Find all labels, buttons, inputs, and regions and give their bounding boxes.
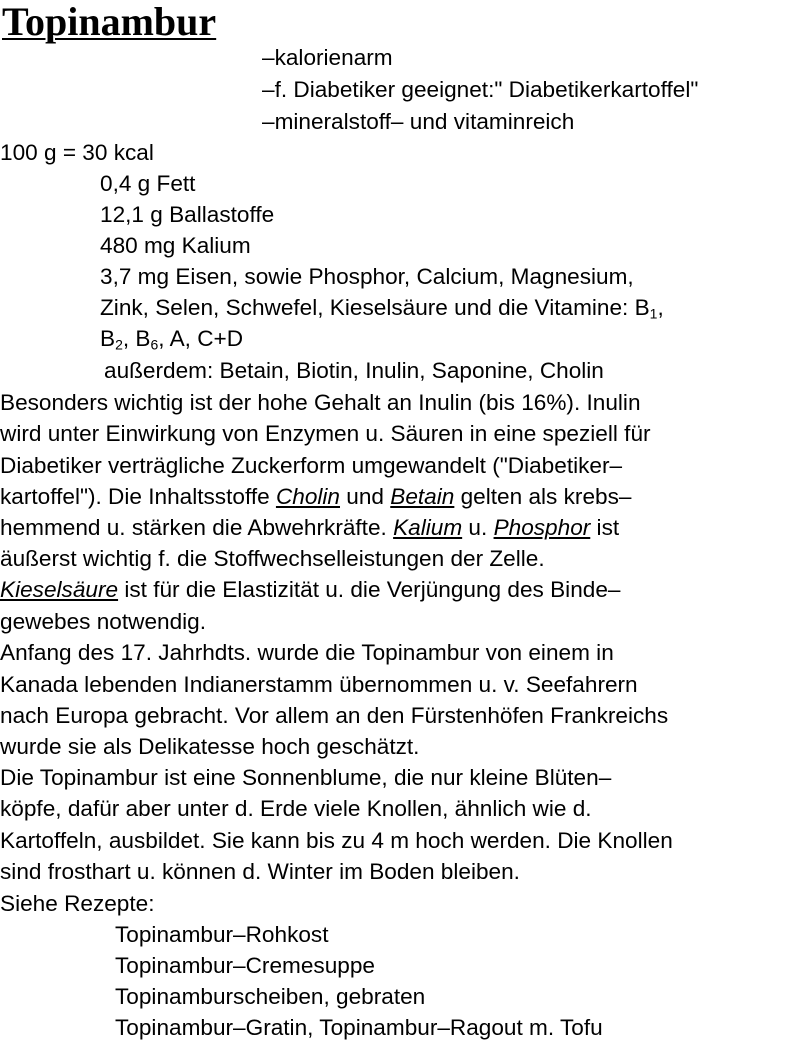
body-line: Die Topinambur ist eine Sonnenblume, die nur kleine Blüten– xyxy=(0,765,612,790)
text-span: kartoffel"). Die Inhaltsstoffe xyxy=(0,484,276,509)
body-line: sind frosthart u. können d. Winter im Boden bleiben. xyxy=(0,859,520,884)
nutrition-header: 100 g = 30 kcal xyxy=(0,140,154,165)
body-line: köpfe, dafür aber unter d. Erde viele Knollen, ähnlich wie d. xyxy=(0,796,592,821)
minerals-text: Zink, Selen, Schwefel, Kieselsäure und die Vitamine: B xyxy=(100,295,650,320)
comma: , xyxy=(657,295,664,320)
body-line: gewebes notwendig. xyxy=(0,609,207,634)
recipe-item: Topinambur–Cremesuppe xyxy=(115,953,375,978)
nutrition-vitamins-line xyxy=(100,323,243,354)
vitamin-b1-subscript: 1 xyxy=(649,305,658,322)
nutrition-fiber: 12,1 g Ballastoffe xyxy=(100,202,275,227)
body-line xyxy=(0,481,631,512)
body-line: Kartoffeln, ausbildet. Sie kann bis zu 4 m hoch werden. Die Knollen xyxy=(0,828,673,853)
nutrition-potassium: 480 mg Kalium xyxy=(100,233,251,258)
body-line: nach Europa gebracht. Vor allem an den Fürstenhöfen Frankreichs xyxy=(0,703,669,728)
text-span: ist xyxy=(590,515,620,540)
body-line: äußerst wichtig f. die Stoffwechselleistungen der Zelle. xyxy=(0,546,545,571)
body-line: wurde sie als Delikatesse hoch geschätzt. xyxy=(0,734,420,759)
vitamin-b6-subscript: 6 xyxy=(150,336,159,353)
tag-diabetic-suitable: –f. Diabetiker geeignet:" Diabetikerkartoffel" xyxy=(262,77,699,102)
body-line: wird unter Einwirkung von Enzymen u. Säuren in eine speziell für xyxy=(0,421,651,446)
body-line xyxy=(0,512,619,543)
text-span: gelten als krebs– xyxy=(454,484,632,509)
recipe-item: Topinambur–Gratin, Topinambur–Ragout m. Tofu xyxy=(115,1015,603,1040)
text-span: ist für die Elastizität u. die Verjüngung des Binde– xyxy=(118,577,621,602)
recipes-heading: Siehe Rezepte: xyxy=(0,891,155,916)
nutrition-also: außerdem: Betain, Biotin, Inulin, Saponine, Cholin xyxy=(104,358,604,383)
body-line: Besonders wichtig ist der hohe Gehalt an Inulin (bis 16%). Inulin xyxy=(0,390,641,415)
vitamin-tail: , A, C+D xyxy=(158,326,244,351)
keyword-kieselsaeure: Kieselsäure xyxy=(0,577,119,602)
text-span: und xyxy=(340,484,391,509)
page-title: Topinambur xyxy=(2,0,217,44)
vitamin-separator: , B xyxy=(122,326,151,351)
vitamin-b-label: B xyxy=(100,326,116,351)
recipe-item: Topinambur–Rohkost xyxy=(115,922,329,947)
vitamin-b2-subscript: 2 xyxy=(115,336,123,353)
keyword-phosphor: Phosphor xyxy=(493,515,591,540)
keyword-kalium: Kalium xyxy=(393,515,463,540)
text-span: u. xyxy=(462,515,494,540)
keyword-cholin: Cholin xyxy=(275,484,340,509)
keyword-betain: Betain xyxy=(390,484,455,509)
nutrition-minerals-line1: 3,7 mg Eisen, sowie Phosphor, Calcium, Magnesium, xyxy=(100,264,634,289)
text-span: hemmend u. stärken die Abwehrkräfte. xyxy=(0,515,394,540)
body-line: Anfang des 17. Jahrhdts. wurde die Topinambur von einem in xyxy=(0,640,614,665)
body-line: Kanada lebenden Indianerstamm übernommen u. v. Seefahrern xyxy=(0,672,638,697)
tag-low-calorie: –kalorienarm xyxy=(262,45,393,70)
recipe-item: Topinamburscheiben, gebraten xyxy=(115,984,426,1009)
tag-mineral-vitamin-rich: –mineralstoff– und vitaminreich xyxy=(262,109,575,134)
body-line xyxy=(0,574,620,605)
nutrition-minerals-line2 xyxy=(100,292,664,323)
nutrition-fat: 0,4 g Fett xyxy=(100,171,196,196)
body-line: Diabetiker verträgliche Zuckerform umgewandelt ("Diabetiker– xyxy=(0,453,623,478)
